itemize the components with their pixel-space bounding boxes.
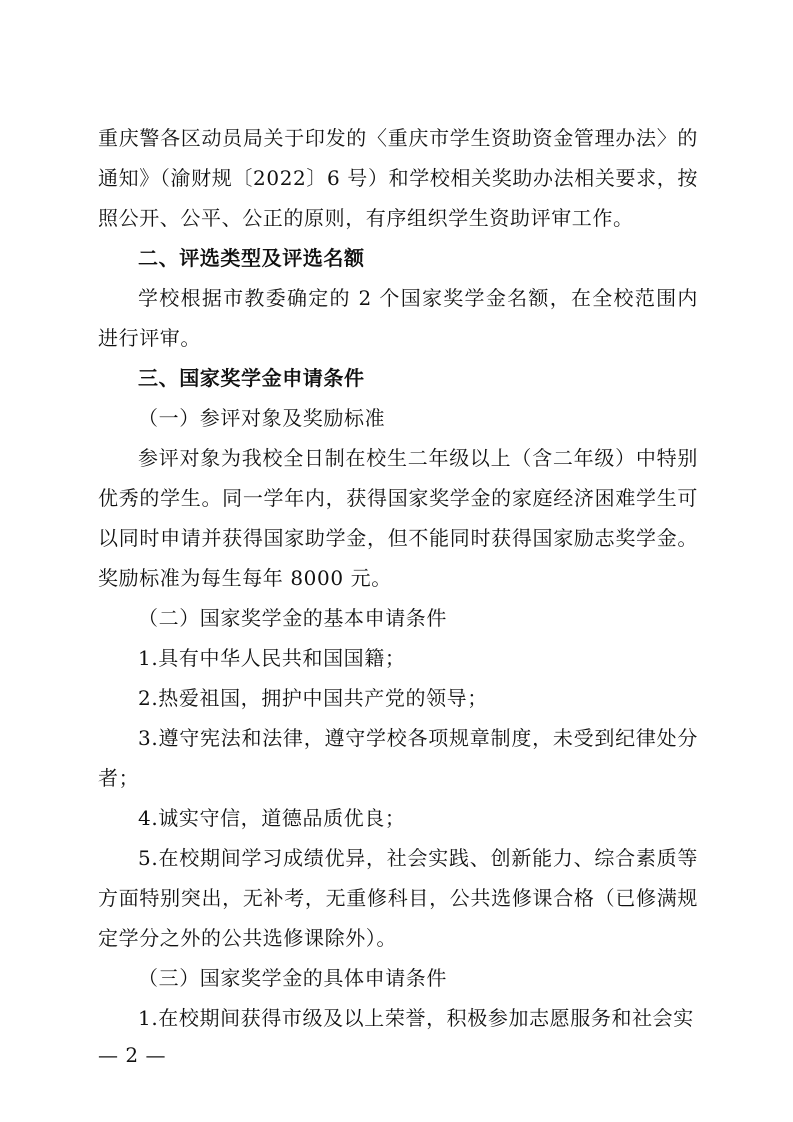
subsection-heading-2: （二）国家奖学金的基本申请条件 [138,606,447,630]
document-body [98,118,698,1038]
list-item-specific-1: 1.在校期间获得市级及以上荣誉，积极参加志愿服务和社会实 [138,1006,694,1030]
paragraph-eligibility: 参评对象为我校全日制在校生二年级以上（含二年级）中特别优秀的学生。同一学年内，获得国家奖学金的家庭经济困难学生可以同时申请并获得国家助学金，但不能同时获得国家励志奖学金。奖励标准为每生每年 8000 元。 [98,446,698,590]
section-heading-3: 三、国家奖学金申请条件 [138,366,365,390]
list-item-3: 3.遵守宪法和法律，遵守学校各项规章制度，未受到纪律处分者； [98,726,698,790]
subsection-heading-1: （一）参评对象及奖励标准 [138,406,386,430]
subsection-heading-3: （三）国家奖学金的具体申请条件 [138,966,447,990]
list-item-1: 1.具有中华人民共和国国籍； [138,646,406,670]
list-item-5: 5.在校期间学习成绩优异，社会实践、创新能力、综合素质等方面特别突出，无补考，无重修科目，公共选修课合格（已修满规定学分之外的公共选修课除外）。 [98,846,698,950]
page-number: — 2 — [98,1043,166,1067]
list-item-4: 4.诚实守信，道德品质优良； [138,806,406,830]
section-heading-2: 二、评选类型及评选名额 [138,246,365,270]
paragraph-quota: 学校根据市教委确定的 2 个国家奖学金名额，在全校范围内进行评审。 [98,286,698,350]
paragraph-intro-continuation: 重庆警各区动员局关于印发的〈重庆市学生资助资金管理办法〉的通知》（渝财规〔2022〕6 号）和学校相关奖助办法相关要求，按照公开、公平、公正的原则，有序组织学生资助评审工作。 [98,126,698,230]
list-item-2: 2.热爱祖国，拥护中国共产党的领导； [138,686,488,710]
